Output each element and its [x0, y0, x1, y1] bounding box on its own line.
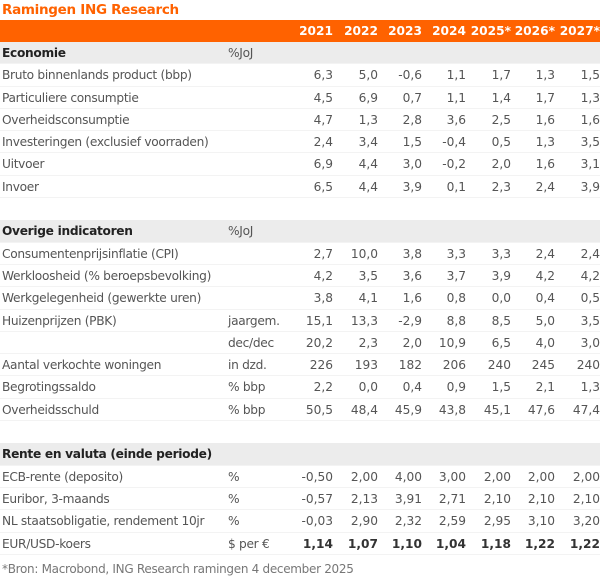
cell-value: 5,0 — [535, 313, 555, 328]
cell-value: 47,4 — [572, 402, 600, 417]
row-label: Werkloosheid (% beroepsbevolking) — [2, 268, 212, 283]
row-label: Overheidsschuld — [2, 402, 99, 417]
cell-value: 4,2 — [313, 268, 333, 283]
cell-value: 20,2 — [305, 335, 333, 350]
table-row — [0, 287, 600, 309]
row-label: Particuliere consumptie — [2, 90, 139, 105]
cell-value: 4,5 — [313, 90, 333, 105]
cell-value: 3,0 — [580, 335, 600, 350]
row-label: Euribor, 3-maands — [2, 491, 110, 506]
row-unit: % — [228, 491, 240, 506]
cell-value: 2,10 — [572, 491, 600, 506]
row-label: Investeringen (exclusief voorraden) — [2, 135, 209, 150]
row-label: NL staatsobligatie, rendement 10jr — [2, 514, 205, 529]
cell-value: 1,1 — [446, 90, 466, 105]
cell-value: 1,14 — [302, 536, 333, 551]
cell-value: 1,18 — [480, 536, 511, 551]
cell-value: 2,10 — [483, 491, 511, 506]
cell-value: 2,0 — [402, 335, 422, 350]
section-header — [0, 443, 600, 465]
cell-value: 43,8 — [438, 402, 466, 417]
table-row — [0, 332, 600, 354]
cell-value: 1,5 — [402, 135, 422, 150]
row-unit: jaargem. — [228, 313, 280, 328]
year-header: 2027* — [559, 24, 600, 38]
row-label: Rente en valuta (einde periode) — [2, 447, 212, 462]
row-unit: in dzd. — [228, 358, 267, 373]
table-row — [0, 243, 600, 265]
cell-value: 1,3 — [358, 112, 378, 127]
cell-value: 4,1 — [358, 291, 378, 306]
row-label: Economie — [2, 46, 66, 60]
cell-value: 0,4 — [535, 291, 555, 306]
cell-value: 2,4 — [535, 246, 555, 261]
cell-value: 8,5 — [491, 313, 511, 328]
table-row — [0, 376, 600, 398]
row-unit: % bbp — [228, 402, 266, 417]
year-header: 2022 — [344, 24, 378, 38]
cell-value: 193 — [354, 358, 378, 373]
cell-value: 0,0 — [491, 291, 511, 306]
row-unit: % — [228, 514, 240, 529]
table-row — [0, 64, 600, 86]
table-row — [0, 176, 600, 198]
cell-value: -0,03 — [301, 514, 333, 529]
row-unit: % — [228, 469, 240, 484]
cell-value: 0,9 — [446, 380, 466, 395]
cell-value: 3,4 — [358, 135, 378, 150]
cell-value: 5,0 — [358, 68, 378, 83]
cell-value: 6,5 — [313, 179, 333, 194]
cell-value: -0,57 — [301, 491, 333, 506]
cell-value: 4,7 — [313, 112, 333, 127]
cell-value: 0,5 — [580, 291, 600, 306]
row-label: Begrotingssaldo — [2, 380, 96, 395]
cell-value: 2,4 — [535, 179, 555, 194]
cell-value: 2,00 — [527, 469, 555, 484]
cell-value: 0,5 — [491, 135, 511, 150]
table-row — [0, 109, 600, 131]
cell-value: 1,6 — [535, 157, 555, 172]
source-footnote: *Bron: Macrobond, ING Research ramingen 4 december 2025 — [2, 562, 354, 576]
cell-value: 3,20 — [572, 514, 600, 529]
cell-value: 1,3 — [535, 68, 555, 83]
spacer-row — [0, 198, 600, 220]
cell-value: 3,10 — [527, 514, 555, 529]
cell-value: 3,0 — [402, 157, 422, 172]
cell-value: 2,71 — [438, 491, 466, 506]
cell-value: 1,3 — [580, 90, 600, 105]
cell-value: 1,10 — [391, 536, 422, 551]
row-label: EUR/USD-koers — [2, 536, 91, 551]
cell-value: 2,1 — [535, 380, 555, 395]
row-label: Overige indicatoren — [2, 224, 133, 239]
cell-value: -0,50 — [301, 469, 333, 484]
cell-value: 4,0 — [535, 335, 555, 350]
cell-value: 4,4 — [358, 179, 378, 194]
table-row — [0, 466, 600, 488]
cell-value: 2,4 — [580, 246, 600, 261]
cell-value: 2,4 — [313, 135, 333, 150]
table-row — [0, 488, 600, 510]
cell-value: 0,1 — [446, 179, 466, 194]
cell-value: 50,5 — [305, 402, 333, 417]
section-header — [0, 42, 600, 64]
table-row — [0, 131, 600, 153]
row-label: Werkgelegenheid (gewerkte uren) — [2, 291, 202, 306]
cell-value: 2,59 — [438, 514, 466, 529]
row-label: Consumentenprijsinflatie (CPI) — [2, 246, 179, 261]
cell-value: 1,04 — [435, 536, 466, 551]
row-unit: %JoJ — [228, 224, 254, 239]
table-row — [0, 354, 600, 376]
cell-value: 0,7 — [402, 90, 422, 105]
cell-value: 0,0 — [358, 380, 378, 395]
cell-value: 3,6 — [402, 268, 422, 283]
table-row — [0, 533, 600, 555]
cell-value: 3,5 — [580, 135, 600, 150]
year-header: 2025* — [470, 24, 511, 38]
cell-value: 3,8 — [313, 291, 333, 306]
cell-value: 1,6 — [580, 112, 600, 127]
cell-value: 3,1 — [580, 157, 600, 172]
year-header: 2024 — [432, 24, 466, 38]
cell-value: 3,9 — [491, 268, 511, 283]
cell-value: 1,4 — [491, 90, 511, 105]
cell-value: 2,2 — [313, 380, 333, 395]
cell-value: 3,5 — [358, 268, 378, 283]
cell-value: 4,4 — [358, 157, 378, 172]
row-label: ECB-rente (deposito) — [2, 469, 123, 484]
year-header-row — [0, 20, 600, 42]
cell-value: 3,91 — [394, 491, 422, 506]
cell-value: 226 — [309, 358, 333, 373]
year-header: 2021 — [299, 24, 333, 38]
cell-value: 6,9 — [313, 157, 333, 172]
cell-value: 3,9 — [580, 179, 600, 194]
year-header: 2023 — [388, 24, 422, 38]
cell-value: 2,90 — [350, 514, 378, 529]
row-unit: %JoJ — [228, 46, 254, 60]
cell-value: 2,95 — [483, 514, 511, 529]
table-row — [0, 265, 600, 287]
cell-value: 3,8 — [402, 246, 422, 261]
year-header: 2026* — [514, 24, 555, 38]
row-label: Huizenprijzen (PBK) — [2, 313, 117, 328]
cell-value: 1,5 — [580, 68, 600, 83]
cell-value: 1,7 — [535, 90, 555, 105]
cell-value: 2,10 — [527, 491, 555, 506]
cell-value: 6,3 — [313, 68, 333, 83]
cell-value: 3,3 — [491, 246, 511, 261]
cell-value: 47,6 — [527, 402, 555, 417]
cell-value: 182 — [398, 358, 422, 373]
table-row — [0, 310, 600, 332]
cell-value: 3,00 — [438, 469, 466, 484]
cell-value: 13,3 — [350, 313, 378, 328]
cell-value: 1,3 — [580, 380, 600, 395]
cell-value: 240 — [576, 358, 600, 373]
row-unit: % bbp — [228, 380, 266, 395]
cell-value: -0,6 — [398, 68, 422, 83]
cell-value: 6,5 — [491, 335, 511, 350]
cell-value: 1,1 — [446, 68, 466, 83]
cell-value: 10,9 — [438, 335, 466, 350]
cell-value: 3,6 — [446, 112, 466, 127]
table-row — [0, 153, 600, 175]
table-row — [0, 510, 600, 532]
cell-value: 2,00 — [350, 469, 378, 484]
cell-value: 4,2 — [580, 268, 600, 283]
cell-value: 48,4 — [350, 402, 378, 417]
forecast-table — [0, 20, 600, 555]
cell-value: 1,22 — [524, 536, 555, 551]
cell-value: 2,8 — [402, 112, 422, 127]
cell-value: 15,1 — [305, 313, 333, 328]
cell-value: 2,5 — [491, 112, 511, 127]
cell-value: 1,7 — [491, 68, 511, 83]
cell-value: 45,9 — [394, 402, 422, 417]
cell-value: 1,6 — [402, 291, 422, 306]
spacer-row — [0, 421, 600, 443]
cell-value: 1,22 — [569, 536, 600, 551]
row-label: Bruto binnenlands product (bbp) — [2, 68, 192, 83]
cell-value: 2,3 — [491, 179, 511, 194]
cell-value: 2,32 — [394, 514, 422, 529]
cell-value: 45,1 — [483, 402, 511, 417]
table-row — [0, 87, 600, 109]
row-label: Overheidsconsumptie — [2, 112, 130, 127]
row-unit: $ per € — [228, 536, 270, 551]
row-unit: dec/dec — [228, 335, 274, 350]
cell-value: -0,2 — [442, 157, 466, 172]
cell-value: 2,00 — [483, 469, 511, 484]
cell-value: -2,9 — [398, 313, 422, 328]
cell-value: 1,3 — [535, 135, 555, 150]
row-label: Aantal verkochte woningen — [2, 358, 162, 373]
cell-value: 3,7 — [446, 268, 466, 283]
cell-value: 0,8 — [446, 291, 466, 306]
cell-value: 4,2 — [535, 268, 555, 283]
cell-value: 4,00 — [394, 469, 422, 484]
cell-value: -0,4 — [442, 135, 466, 150]
table-title: Ramingen ING Research — [2, 2, 179, 18]
cell-value: 2,7 — [313, 246, 333, 261]
section-header — [0, 220, 600, 242]
cell-value: 206 — [442, 358, 466, 373]
cell-value: 8,8 — [446, 313, 466, 328]
cell-value: 10,0 — [350, 246, 378, 261]
cell-value: 245 — [531, 358, 555, 373]
cell-value: 2,00 — [572, 469, 600, 484]
cell-value: 3,9 — [402, 179, 422, 194]
cell-value: 2,0 — [491, 157, 511, 172]
cell-value: 1,07 — [347, 536, 378, 551]
row-label: Uitvoer — [2, 157, 45, 172]
cell-value: 2,13 — [350, 491, 378, 506]
cell-value: 1,6 — [535, 112, 555, 127]
cell-value: 0,4 — [402, 380, 422, 395]
table-row — [0, 399, 600, 421]
cell-value: 2,3 — [358, 335, 378, 350]
row-label: Invoer — [2, 179, 39, 194]
cell-value: 3,5 — [580, 313, 600, 328]
cell-value: 3,3 — [446, 246, 466, 261]
cell-value: 6,9 — [358, 90, 378, 105]
cell-value: 240 — [487, 358, 511, 373]
cell-value: 1,5 — [491, 380, 511, 395]
